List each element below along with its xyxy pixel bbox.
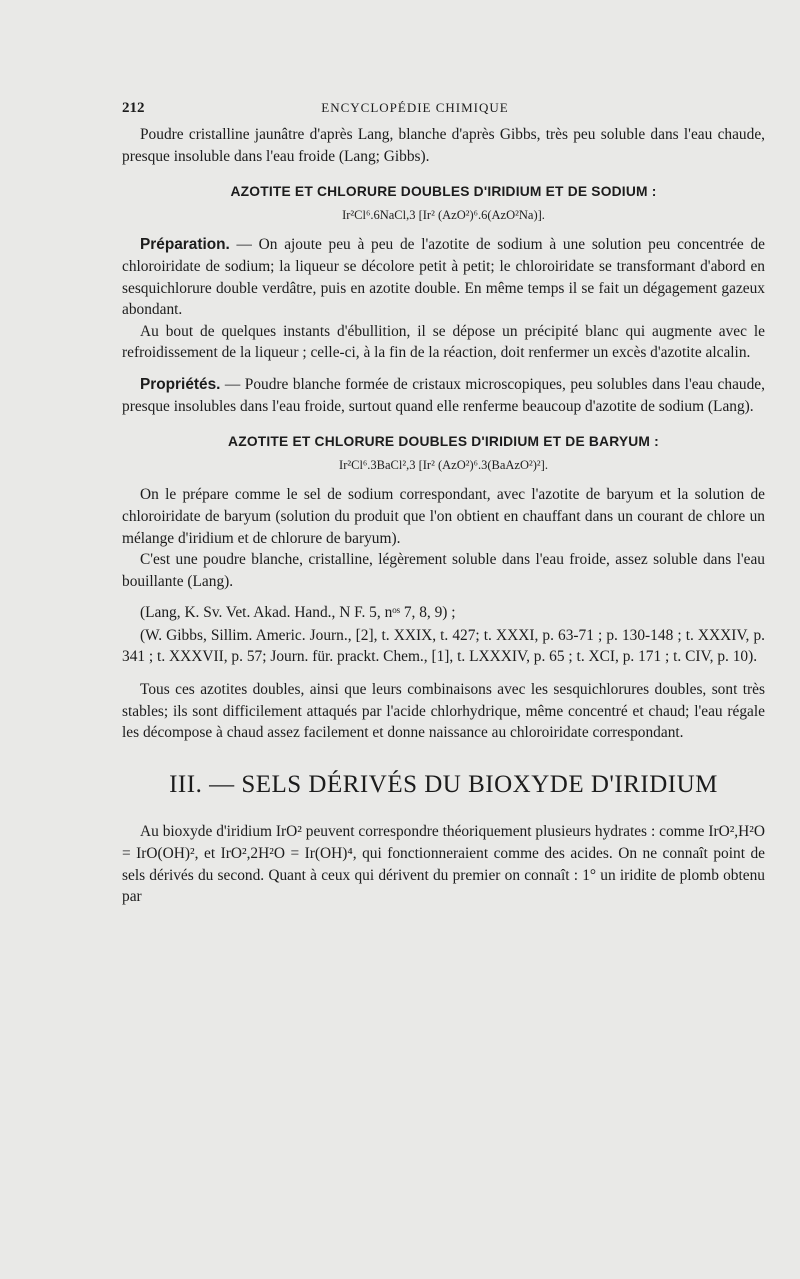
final-paragraph: Au bioxyde d'iridium IrO² peuvent correspondre théoriquement plusieurs hydrates : comme IrO²,H²O = IrO(OH)², et IrO²,2H²O = Ir(OH)⁴, qui fonctionneraient comme des acides. On ne connaît point de sels dérivés du second. Quant à ceux qui dérivent du premier on connaît : 1° un iridite de plomb obtenu par (122, 823, 765, 906)
sodium-heading: AZOTITE ET CHLORURE DOUBLES D'IRIDIUM ET DE SODIUM : (230, 184, 657, 200)
barium-formula: Ir²Cl⁶.3BaCl²,3 [Ir² (AzO²)⁶.3(BaAzO²)²]. (339, 457, 548, 472)
conclusion-paragraph: Tous ces azotites doubles, ainsi que leurs combinaisons avec les sesquichlorures doubles, sont très stables; ils sont difficilement attaqués par l'acide chlorhydrique, même concentré et chaud; l'eau régale les décompose à chaud assez facilement et donne naissance au chloroiridate correspondant. (122, 681, 765, 742)
body-text (122, 124, 765, 908)
section-title: III. — SELS DÉRIVÉS DU BIOXYDE D'IRIDIUM (169, 770, 718, 798)
properties-paragraph (122, 374, 765, 417)
references (122, 602, 765, 668)
preparation-paragraph-2: Au bout de quelques instants d'ébullition, il se dépose un précipité blanc qui augmente avec le refroidissement de la liqueur ; celle-ci, à la fin de la réaction, doit renfermer un excès d'azotite alcalin. (122, 322, 765, 362)
preparation-text: — On ajoute peu à peu de l'azotite de sodium à une solution peu concentrée de chloroiridate de sodium; la liqueur se décolore petit à petit; le chloroiridate se transformant d'abord en sesquichlorure double verdâtre, puis en azotite double. En même temps il se fait un dégagement gazeux abondant. (122, 236, 765, 319)
barium-paragraph-1: On le prépare comme le sel de sodium correspondant, avec l'azotite de baryum et la solution de chloroiridate de baryum (solution du produit que l'on obtient en chauffant dans un courant de chlore un mélange d'iridium et de chlorure de baryum). (122, 486, 765, 547)
reference-lang: (Lang, K. Sv. Vet. Akad. Hand., N F. 5, nᵒˢ 7, 8, 9) ; (140, 604, 456, 622)
reference-gibbs: (W. Gibbs, Sillim. Americ. Journ., [2], t. XXIX, t. 427; t. XXXI, p. 63-71 ; p. 130-148 ; t. XXXIV, p. 341 ; t. XXXVII, p. 57; Journ. für. prackt. Chem., [1], t. LXXXIV, p. 65 ; t. XCI, p. 171 ; t. CIV, p. 10). (122, 626, 765, 666)
preparation-label: Préparation. (140, 236, 230, 254)
page-header (122, 100, 708, 122)
barium-paragraph-2: C'est une poudre blanche, cristalline, légèrement soluble dans l'eau froide, assez soluble dans l'eau bouillante (Lang). (122, 551, 765, 590)
page-number: 212 (122, 100, 145, 116)
barium-heading: AZOTITE ET CHLORURE DOUBLES D'IRIDIUM ET DE BARYUM : (228, 434, 659, 450)
sodium-formula: Ir²Cl⁶.6NaCl,3 [Ir² (AzO²)⁶.6(AzO²Na)]. (342, 207, 545, 222)
intro-paragraph: Poudre cristalline jaunâtre d'après Lang, blanche d'après Gibbs, très peu soluble dans l'eau chaude, presque insoluble dans l'eau froide (Lang; Gibbs). (122, 126, 765, 165)
preparation-paragraph (122, 234, 765, 320)
properties-text: — Poudre blanche formée de cristaux microscopiques, peu solubles dans l'eau chaude, presque insolubles dans l'eau froide, surtout quand elle renferme beaucoup d'azotite de sodium (Lang). (122, 375, 765, 415)
running-title: ENCYCLOPÉDIE CHIMIQUE (321, 100, 509, 115)
properties-label: Propriétés. (140, 375, 221, 393)
